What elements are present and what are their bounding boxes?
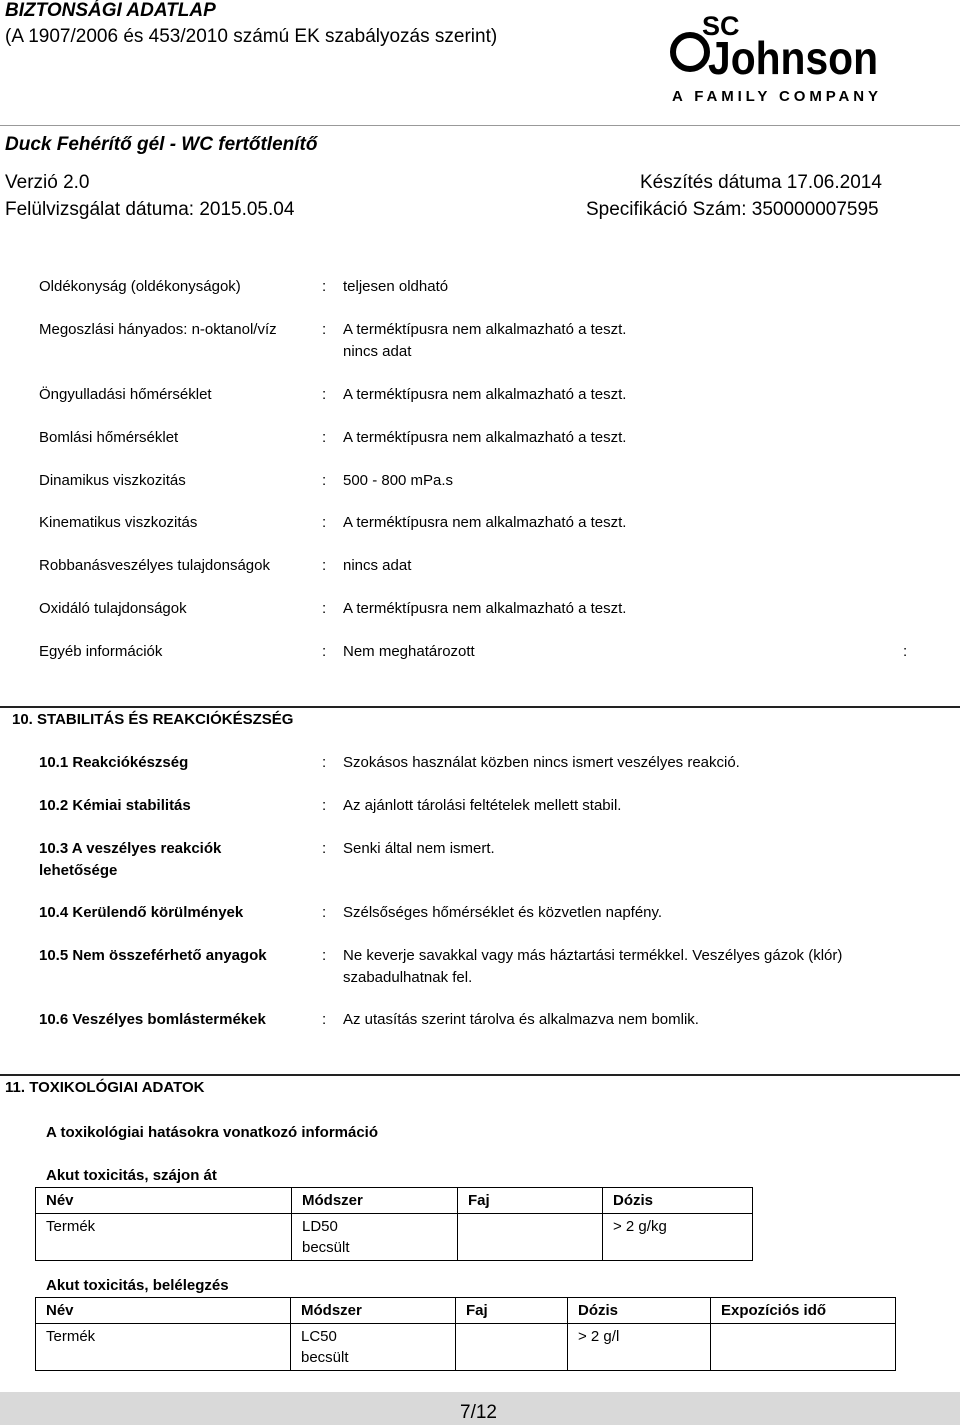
prop-value: 500 - 800 mPa.s	[343, 472, 454, 489]
prop-colon: :	[322, 472, 327, 489]
prop-colon: :	[322, 278, 327, 295]
table-header-row	[36, 1298, 896, 1324]
prop-label: Megoszlási hányados: n-oktanol/víz	[39, 321, 277, 338]
column-header: Faj	[458, 1188, 603, 1214]
prop-colon: :	[322, 643, 327, 660]
section-rule	[0, 1074, 960, 1076]
prop-colon: :	[322, 386, 327, 403]
prop-colon: :	[322, 321, 327, 338]
prop-value: A terméktípusra nem alkalmazható a teszt.	[343, 429, 627, 446]
trailing-colon: :	[903, 643, 908, 660]
oral-toxicity-table	[35, 1187, 753, 1261]
column-header: Név	[36, 1188, 292, 1214]
prop-colon: :	[322, 840, 327, 857]
column-header: Expozíciós idő	[711, 1298, 896, 1324]
sc-johnson-logo	[668, 8, 880, 108]
doc-title: BIZTONSÁGI ADATLAP	[5, 0, 216, 21]
cell-name: Termék	[36, 1214, 292, 1261]
prop-colon: :	[322, 1011, 327, 1028]
method-value: LD50	[302, 1218, 338, 1235]
section-11-heading: 11. TOXIKOLÓGIAI ADATOK	[5, 1079, 205, 1096]
prop-colon: :	[322, 600, 327, 617]
logo-tagline: A FAMILY COMPANY	[672, 88, 878, 105]
prop-value: A terméktípusra nem alkalmazható a teszt.	[343, 514, 627, 531]
s10-value: Az ajánlott tárolási feltételek mellett stabil.	[343, 797, 622, 814]
section-11-subheading: A toxikológiai hatásokra vonatkozó információ	[46, 1124, 379, 1141]
oral-toxicity-caption: Akut toxicitás, szájon át	[46, 1167, 217, 1184]
cell-name: Termék	[36, 1324, 291, 1371]
s10-value: Szélsőséges hőmérséklet és közvetlen napfény.	[343, 904, 663, 921]
doc-subtitle: (A 1907/2006 és 453/2010 számú EK szabályozás szerint)	[5, 26, 498, 47]
prop-colon: :	[322, 754, 327, 771]
logo-johnson: Johnson	[708, 32, 878, 84]
cell-method	[292, 1214, 458, 1261]
s10-value: Senki által nem ismert.	[343, 840, 495, 857]
prop-value: A terméktípusra nem alkalmazható a teszt.	[343, 386, 627, 403]
s10-label: 10.1 Reakciókészség	[39, 754, 189, 771]
s10-label: 10.6 Veszélyes bomlástermékek	[39, 1011, 266, 1028]
prop-colon: :	[322, 797, 327, 814]
prop-value: A terméktípusra nem alkalmazható a teszt.	[343, 321, 627, 338]
cell-species	[456, 1324, 568, 1371]
prop-label: Oldékonyság (oldékonyságok)	[39, 278, 241, 295]
cell-method	[291, 1324, 456, 1371]
prop-value-line2: nincs adat	[343, 343, 412, 360]
spec-number: Specifikáció Szám: 350000007595	[586, 199, 879, 220]
logo-sc: SC	[702, 11, 740, 41]
s10-value: Szokásos használat közben nincs ismert veszélyes reakció.	[343, 754, 740, 771]
prop-label: Dinamikus viszkozitás	[39, 472, 186, 489]
cell-species	[458, 1214, 603, 1261]
prop-value: A terméktípusra nem alkalmazható a teszt.	[343, 600, 627, 617]
prop-label: Oxidáló tulajdonságok	[39, 600, 187, 617]
prepared-date: Készítés dátuma 17.06.2014	[640, 172, 882, 193]
prop-colon: :	[322, 947, 327, 964]
column-header: Faj	[456, 1298, 568, 1324]
section-rule	[0, 706, 960, 708]
revision-date: Felülvizsgálat dátuma: 2015.05.04	[5, 199, 295, 220]
s10-value: Az utasítás szerint tárolva és alkalmazva nem bomlik.	[343, 1011, 699, 1028]
header-divider	[0, 125, 960, 126]
prop-label: Bomlási hőmérséklet	[39, 429, 179, 446]
prop-label: Kinematikus viszkozitás	[39, 514, 198, 531]
s10-label-line2: lehetősége	[39, 862, 118, 879]
cell-exposure-time	[711, 1324, 896, 1371]
method-note: becsült	[301, 1349, 349, 1366]
column-header: Dózis	[603, 1188, 753, 1214]
table-row	[36, 1214, 753, 1261]
method-value: LC50	[301, 1328, 337, 1345]
s10-value-line2: szabadulhatnak fel.	[343, 969, 473, 986]
product-name: Duck Fehérítő gél - WC fertőtlenítő	[5, 134, 318, 155]
s10-label: 10.5 Nem összeférhető anyagok	[39, 947, 267, 964]
prop-label: Robbanásveszélyes tulajdonságok	[39, 557, 270, 574]
s10-value: Ne keverje savakkal vagy más háztartási termékkel. Veszélyes gázok (klór)	[343, 947, 843, 964]
column-header: Név	[36, 1298, 291, 1324]
s10-label: 10.4 Kerülendő körülmények	[39, 904, 244, 921]
method-note: becsült	[302, 1239, 350, 1256]
inhalation-toxicity-caption: Akut toxicitás, belélegzés	[46, 1277, 229, 1294]
prop-value: nincs adat	[343, 557, 412, 574]
table-row	[36, 1324, 896, 1371]
s10-label: 10.2 Kémiai stabilitás	[39, 797, 191, 814]
inhalation-toxicity-table	[35, 1297, 896, 1371]
column-header: Dózis	[568, 1298, 711, 1324]
prop-colon: :	[322, 429, 327, 446]
column-header: Módszer	[291, 1298, 456, 1324]
prop-colon: :	[322, 514, 327, 531]
prop-colon: :	[322, 557, 327, 574]
table-header-row	[36, 1188, 753, 1214]
cell-dose: > 2 g/kg	[603, 1214, 753, 1261]
section-10-heading: 10. STABILITÁS ÉS REAKCIÓKÉSZSÉG	[12, 711, 294, 728]
page-number: 7/12	[460, 1402, 497, 1423]
prop-value: teljesen oldható	[343, 278, 449, 295]
version: Verzió 2.0	[5, 172, 90, 193]
prop-label: Öngyulladási hőmérséklet	[39, 386, 212, 403]
prop-value: Nem meghatározott	[343, 643, 475, 660]
cell-dose: > 2 g/l	[568, 1324, 711, 1371]
prop-label: Egyéb információk	[39, 643, 163, 660]
column-header: Módszer	[292, 1188, 458, 1214]
prop-colon: :	[322, 904, 327, 921]
s10-label: 10.3 A veszélyes reakciók	[39, 840, 222, 857]
